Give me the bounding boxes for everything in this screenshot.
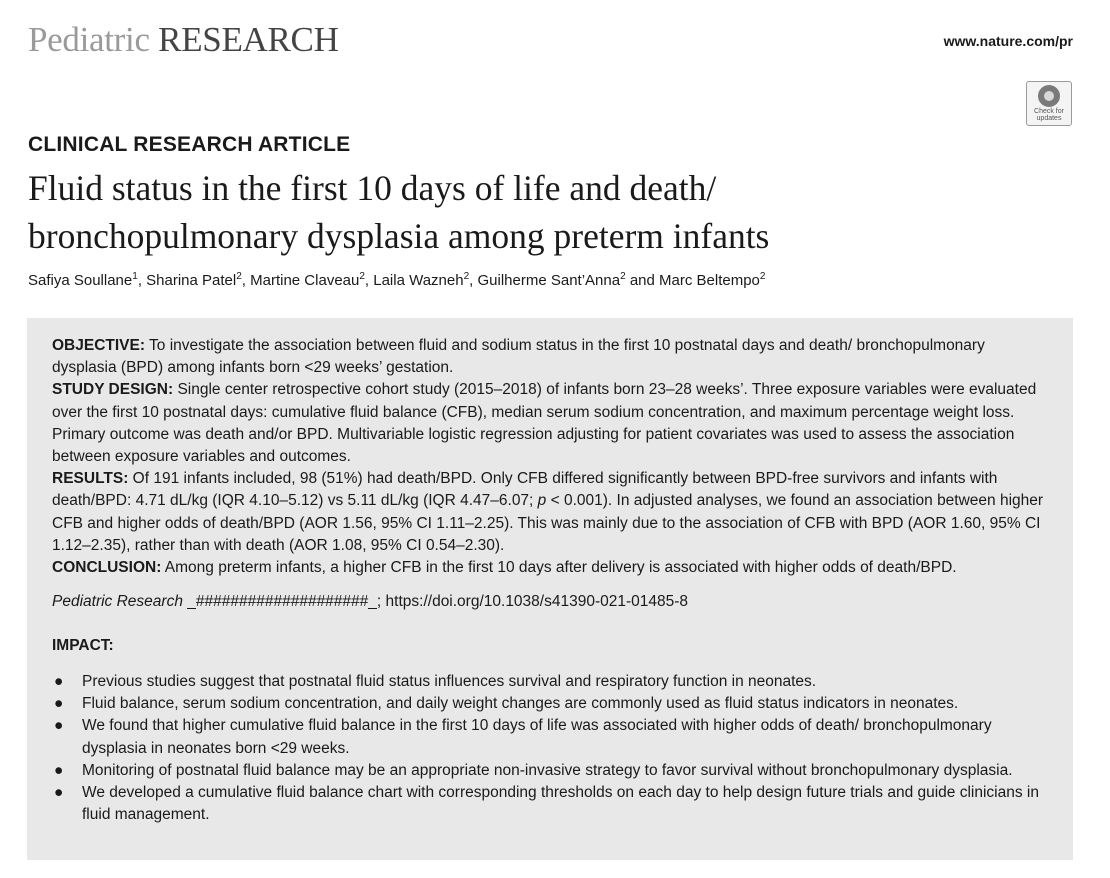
article-title: [28, 164, 1028, 260]
bullet-icon: ●: [54, 761, 64, 779]
author-name[interactable]: Marc Beltempo: [659, 272, 760, 289]
author-name[interactable]: Safiya Soullane: [28, 272, 133, 289]
journal-name-part1: Pediatric: [28, 20, 150, 59]
journal-logo: [28, 20, 339, 60]
impact-list: [52, 671, 1052, 826]
author-separator: and: [625, 272, 660, 289]
citation-volume: _####################_: [182, 593, 377, 610]
author-name[interactable]: Sharina Patel: [146, 272, 237, 289]
abstract-conclusion: CONCLUSION: Among preterm infants, a higher CFB in the first 10 days after delivery is associated with higher odds of death/BPD.: [52, 559, 957, 577]
author-name[interactable]: Martine Claveau: [250, 272, 360, 289]
check-updates-icon: [1038, 85, 1060, 107]
abstract: [52, 335, 1052, 579]
author-separator: ,: [469, 272, 478, 289]
author-affiliation: 2: [620, 271, 626, 282]
abstract-objective: OBJECTIVE: To investigate the association between fluid and sodium status in the first 10 postnatal days and death/ bronchopulmonary dysplasia (BPD) among infants born <29 weeks’ gestation.: [52, 337, 985, 377]
title-line-1: Fluid status in the first 10 days of life and death/: [28, 168, 717, 208]
author-affiliation: 2: [359, 271, 365, 282]
impact-item: ● Previous studies suggest that postnatal fluid status influences survival and respiratory function in neonates.: [52, 671, 1052, 693]
citation-journal: Pediatric Research: [52, 593, 183, 610]
results-label: RESULTS:: [52, 470, 129, 488]
impact-heading: IMPACT:: [52, 637, 114, 654]
impact-item: ● We found that higher cumulative fluid balance in the first 10 days of life was associated with higher odds of death/ bronchopulmonary dysplasia in neonates born <29 weeks.: [54, 717, 992, 757]
abstract-study-design: STUDY DESIGN: Single center retrospective cohort study (2015–2018) of infants born 23–28 weeks’. Three exposure variables were evaluated over the first 10 postnatal days: cumulative fluid balance (CFB), median serum sodium concentration, and maximum percentage weight loss. Primary outcome was death and/or BPD. Multivariable logistic regression adjusting for patient covariates was used to assess the association between exposure variables and outcomes.: [52, 381, 1037, 466]
author-separator: ,: [364, 272, 374, 289]
check-for-updates-button[interactable]: [1026, 81, 1072, 126]
conclusion-label: CONCLUSION:: [52, 559, 162, 577]
journal-name-part2: RESEARCH: [158, 20, 339, 59]
check-updates-label: Check for updates: [1034, 108, 1064, 122]
author-list: [28, 272, 765, 289]
title-line-2: bronchopulmonary dysplasia among preterm infants: [28, 216, 770, 256]
bullet-icon: ●: [54, 717, 64, 735]
author-name[interactable]: Laila Wazneh: [373, 272, 464, 289]
author-affiliation: 2: [463, 271, 470, 282]
author-affiliation: 1: [132, 271, 138, 282]
author-separator: ,: [137, 272, 147, 289]
bullet-icon: ●: [54, 673, 64, 690]
doi-link[interactable]: https://doi.org/10.1038/s41390-021-01485-8: [385, 593, 689, 610]
bullet-icon: ●: [54, 784, 64, 802]
impact-item: ● Fluid balance, serum sodium concentration, and daily weight changes are commonly used as fluid status indicators in neonates.: [52, 693, 1052, 715]
p-value-symbol: p: [537, 492, 547, 510]
article-type: CLINICAL RESEARCH ARTICLE: [28, 133, 351, 156]
objective-label: OBJECTIVE:: [52, 337, 146, 354]
impact-item: ● Monitoring of postnatal fluid balance may be an appropriate non-invasive strategy to favor survival without bronchopulmonary dysplasia.: [52, 760, 1052, 782]
author-affiliation: 2: [759, 271, 766, 282]
citation-line: Pediatric Research _####################_; https://doi.org/10.1038/s41390-021-01485-8: [52, 593, 689, 610]
impact-item: ● We developed a cumulative fluid balance chart with corresponding thresholds on each day to help design future trials and guide clinicians in fluid management.: [54, 784, 1039, 824]
author-separator: ,: [241, 272, 251, 289]
author-name[interactable]: Guilherme Sant’Anna: [477, 272, 621, 289]
bullet-icon: ●: [54, 695, 64, 713]
study-design-label: STUDY DESIGN:: [52, 381, 174, 399]
journal-url-link[interactable]: www.nature.com/pr: [943, 33, 1073, 49]
abstract-results: RESULTS: Of 191 infants included, 98 (51%) had death/BPD. Only CFB differed significantly between BPD-free survivors and infants with death/BPD: 4.71 dL/kg (IQR 4.10–5.12) vs 5.11 dL/kg (IQR 4.47–6.07; p < 0.001). In adjusted analyses, we found an association between higher CFB and higher odds of death/BPD (AOR 1.56, 95% CI 1.11–2.25). This was mainly due to the association of CFB with BPD (AOR 1.60, 95% CI 1.12–2.35), rather than with death (AOR 1.08, 95% CI 0.54–2.30).: [52, 470, 1044, 554]
author-affiliation: 2: [236, 271, 242, 282]
